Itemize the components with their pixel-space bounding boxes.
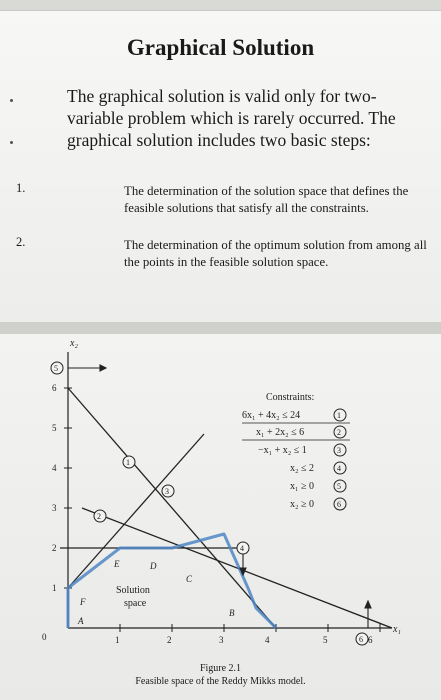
x-tick-label: 1 (115, 635, 120, 645)
point-label: A (78, 616, 84, 626)
x-tick-label: 5 (323, 635, 328, 645)
feasible-space-diagram (0, 334, 441, 700)
step-number: 1. (16, 181, 26, 195)
x-tick-label: 3 (219, 635, 224, 645)
graph-constraint-markers (51, 362, 368, 645)
x-tick-label: 4 (265, 635, 270, 645)
point-label: E (114, 559, 120, 569)
constraints-legend (242, 409, 350, 510)
region-label: space (124, 598, 147, 609)
step-number: 2. (16, 235, 26, 249)
bullet-dot (10, 99, 13, 102)
point-label: C (186, 574, 193, 584)
point-label: B (229, 608, 235, 618)
constraint-line-1 (68, 388, 276, 628)
x-tick-label: 2 (167, 635, 172, 645)
y-tick-label: 2 (52, 543, 57, 553)
step-text: The determination of the optimum solution from among all the points in the feasible solution space. (124, 238, 427, 269)
constraints-title: Constraints: (266, 392, 315, 403)
figure-caption-text: Feasible space of the Reddy Mikks model. (135, 676, 306, 687)
marker-number: 4 (240, 544, 244, 553)
constraint-text: −x₁ + x₂ ≤ 1 (258, 445, 307, 456)
constraint-text: x₂ ≤ 2 (290, 463, 314, 474)
marker-number: 1 (126, 458, 130, 467)
y-axis-label: x₂ (70, 338, 78, 349)
slide-title: Graphical Solution (126, 35, 315, 60)
constraint-text: x₁ ≥ 0 (290, 481, 314, 492)
y-tick-label: 3 (52, 503, 57, 513)
page-gap (0, 322, 441, 334)
direction-arrows (68, 365, 371, 628)
step-text: The determination of the solution space that defines the feasible solutions that satisfy all the constraints. (124, 184, 409, 215)
marker-number: 2 (97, 512, 101, 521)
x-axis-label: x₁ (393, 624, 401, 635)
marker-number: 3 (165, 487, 169, 496)
constraint-number: 6 (337, 500, 341, 509)
constraint-text: x₁ + 2x₂ ≤ 6 (256, 427, 305, 438)
constraint-line-2 (82, 508, 392, 628)
constraint-number: 4 (337, 464, 341, 473)
region-label: Solution (116, 585, 150, 596)
origin-label: 0 (42, 632, 47, 642)
constraint-number: 3 (337, 446, 341, 455)
bullet-dot (10, 141, 13, 144)
tick-marks (64, 388, 380, 632)
constraint-number: 1 (337, 411, 341, 420)
point-label: D (150, 561, 157, 571)
marker-number: 6 (359, 635, 363, 644)
y-tick-label: 4 (52, 463, 57, 473)
y-tick-label: 1 (52, 583, 57, 593)
point-label: F (80, 597, 86, 607)
y-tick-label: 5 (52, 423, 57, 433)
figure-caption-number: Figure 2.1 (199, 663, 242, 674)
figure-panel (0, 334, 441, 700)
intro-text: The graphical solution is valid only for two-variable problem which is rarely occurred. The graphical solution includes two basic steps: (67, 86, 396, 150)
constraint-text: 6x₁ + 4x₂ ≤ 24 (242, 410, 301, 421)
marker-number: 5 (54, 364, 58, 373)
constraint-number: 2 (337, 428, 341, 437)
x-tick-label: 6 (368, 635, 373, 645)
constraint-text: x₂ ≥ 0 (290, 499, 314, 510)
slide-panel (0, 10, 441, 324)
constraint-number: 5 (337, 482, 341, 491)
y-tick-label: 6 (52, 383, 57, 393)
